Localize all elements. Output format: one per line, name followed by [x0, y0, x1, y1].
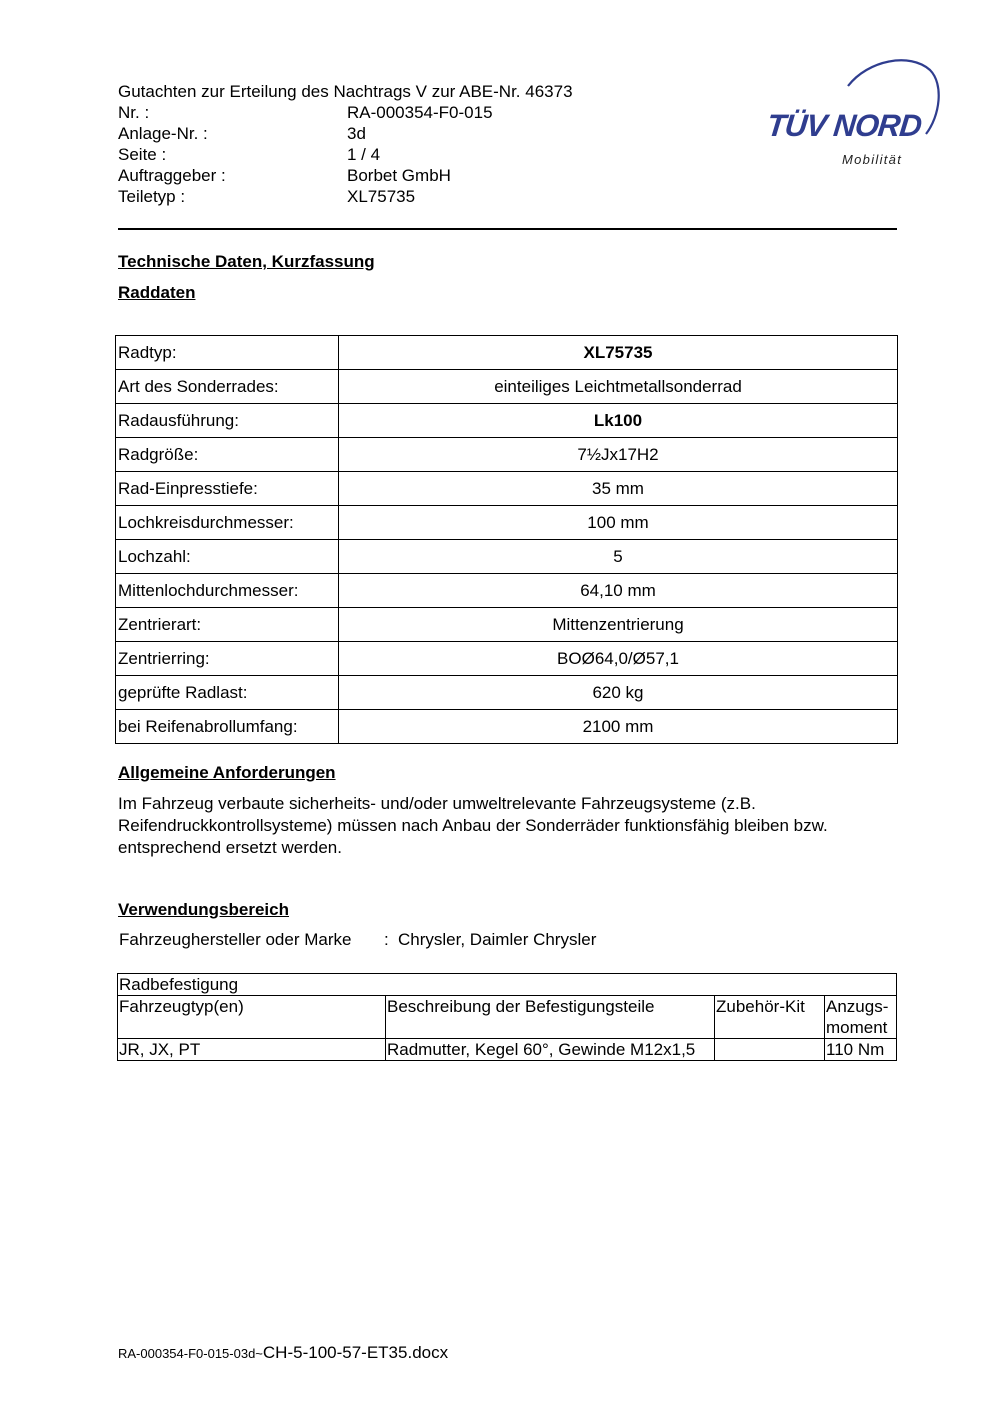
table-row: [116, 336, 898, 370]
header-value: 3d: [347, 124, 366, 143]
raddaten-table: [115, 335, 898, 744]
table-row: [116, 574, 898, 608]
fastening-title: Radbefestigung: [118, 974, 897, 996]
table-row: [116, 608, 898, 642]
table-row: [116, 438, 898, 472]
spec-label: geprüfte Radlast:: [116, 676, 339, 710]
column-header: Anzugs-moment: [825, 996, 897, 1039]
spec-value: Mittenzentrierung: [339, 608, 898, 642]
spec-label: Zentrierring:: [116, 642, 339, 676]
spec-label: Rad-Einpresstiefe:: [116, 472, 339, 506]
manufacturer-line: [119, 930, 596, 950]
document-header: [118, 81, 678, 207]
table-header-row: [118, 996, 897, 1039]
spec-label: Lochzahl:: [116, 540, 339, 574]
manufacturer-label: Fahrzeughersteller oder Marke: [119, 930, 352, 949]
manufacturer-value: Chrysler, Daimler Chrysler: [398, 930, 597, 949]
header-label: Nr. :: [118, 103, 150, 122]
logo-brand: TÜV NORD: [765, 108, 923, 143]
heading-verwendungsbereich: Verwendungsbereich: [118, 900, 289, 919]
header-value: Borbet GmbH: [347, 166, 451, 185]
manufacturer-colon: :: [384, 930, 389, 949]
logo-subtitle: Mobilität: [842, 152, 903, 167]
spec-value: einteiliges Leichtmetallsonderrad: [339, 370, 898, 404]
spec-value: 35 mm: [339, 472, 898, 506]
spec-value: 620 kg: [339, 676, 898, 710]
table-row: [118, 974, 897, 996]
column-header: Zubehör-Kit: [715, 996, 825, 1039]
radbefestigung-table: [117, 973, 897, 1061]
footer-filename: [118, 1343, 448, 1363]
table-row: [116, 642, 898, 676]
header-row-seite: [118, 144, 678, 165]
header-value: 1 / 4: [347, 145, 381, 164]
heading-allgemeine-anforderungen: Allgemeine Anforderungen: [118, 763, 336, 782]
spec-label: Radausführung:: [116, 404, 339, 438]
spec-label: Zentrierart:: [116, 608, 339, 642]
heading-technische-daten: Technische Daten, Kurzfassung: [118, 252, 375, 271]
spec-label: Radgröße:: [116, 438, 339, 472]
spec-value: XL75735: [339, 336, 898, 370]
header-title: Gutachten zur Erteilung des Nachtrags V zur ABE-Nr. 46373: [118, 82, 573, 101]
header-label: Auftraggeber :: [118, 166, 226, 185]
spec-value: BOØ64,0/Ø57,1: [339, 642, 898, 676]
header-label: Teiletyp :: [118, 187, 186, 206]
table-row: [118, 1039, 897, 1061]
header-row-teiletyp: [118, 186, 678, 207]
footer-name: CH-5-100-57-ET35.docx: [262, 1343, 449, 1362]
header-row-auftraggeber: [118, 165, 678, 186]
table-row: [116, 540, 898, 574]
table-row: [116, 676, 898, 710]
spec-label: Lochkreisdurchmesser:: [116, 506, 339, 540]
cell-anzugsmoment: 110 Nm: [825, 1039, 897, 1061]
header-value: XL75735: [347, 187, 416, 206]
spec-label: Art des Sonderrades:: [116, 370, 339, 404]
table-row: [116, 404, 898, 438]
cell-zubehoer-kit: [715, 1039, 825, 1061]
heading-raddaten: Raddaten: [118, 283, 196, 302]
column-header: Beschreibung der Befestigungsteile: [386, 996, 715, 1039]
spec-label: bei Reifenabrollumfang:: [116, 710, 339, 744]
spec-value: 7½Jx17H2: [339, 438, 898, 472]
spec-label: Mittenlochdurchmesser:: [116, 574, 339, 608]
spec-value: 64,10 mm: [339, 574, 898, 608]
spec-value: 5: [339, 540, 898, 574]
column-header: Fahrzeugtyp(en): [118, 996, 386, 1039]
header-divider: [118, 228, 897, 230]
table-row: [116, 710, 898, 744]
spec-value: 2100 mm: [339, 710, 898, 744]
allgemeine-anforderungen-text: Im Fahrzeug verbaute sicherheits- und/oder umweltrelevante Fahrzeugsysteme (z.B. Reifendruckkontrollsysteme) müssen nach Anbau der Sonderräder funktionsfähig bleiben bzw. entsprechend ersetzt werden.: [118, 794, 828, 857]
table-row: [116, 472, 898, 506]
table-row: [116, 506, 898, 540]
footer-prefix: RA-000354-F0-015-03d~: [118, 1346, 263, 1361]
cell-beschreibung: Radmutter, Kegel 60°, Gewinde M12x1,5: [386, 1039, 715, 1061]
cell-fahrzeugtyp: JR, JX, PT: [118, 1039, 386, 1061]
tuv-nord-logo: [760, 56, 945, 176]
spec-value: Lk100: [339, 404, 898, 438]
header-value: RA-000354-F0-015: [347, 103, 493, 122]
header-label: Seite :: [118, 145, 167, 164]
spec-value: 100 mm: [339, 506, 898, 540]
header-label: Anlage-Nr. :: [118, 124, 208, 143]
header-row-nr: [118, 102, 678, 123]
spec-label: Radtyp:: [116, 336, 339, 370]
table-row: [116, 370, 898, 404]
header-row-anlage: [118, 123, 678, 144]
